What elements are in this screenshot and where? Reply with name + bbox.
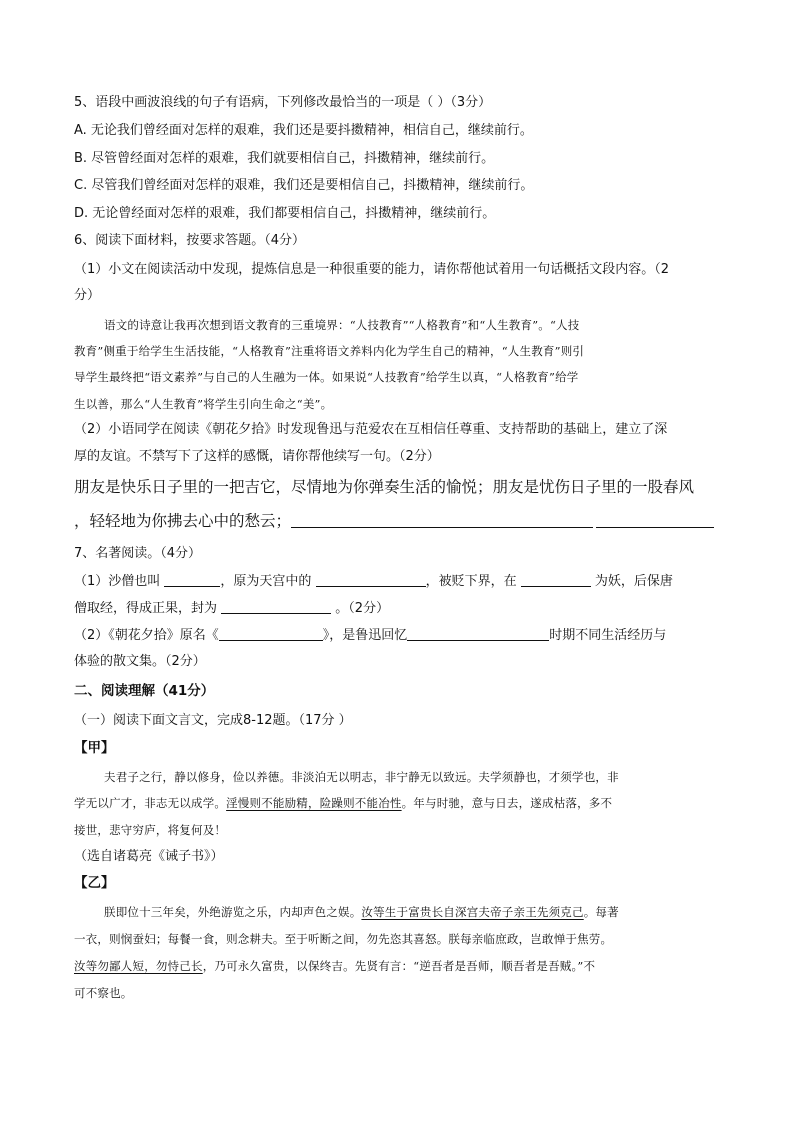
q7-part1-line1	[74, 572, 673, 591]
q6-part1-line1: （1）小文在阅读活动中发现，提炼信息是一种很重要的能力，请你帮他试着用一句话概括文段内容。（2	[74, 262, 670, 277]
q6-passage-line1: 语文的诗意让我再次想到语文教育的三重境界：“人技教育”“人格教育”和“人生教育”。“人技	[104, 318, 580, 332]
q6-sample-sentence-2	[74, 510, 714, 532]
q6-part1-line2: 分）	[74, 288, 101, 303]
q7-part2-line1	[74, 626, 666, 645]
q7-text: （2）《朝花夕拾》原名《	[74, 628, 219, 643]
q7-text: 为妖，后保唐	[594, 574, 673, 589]
q6-stem: 6、阅读下面材料，按要求答题。（4分）	[74, 233, 306, 248]
jia-underlined-sentence: 淫慢则不能励精，险躁则不能冶性	[226, 796, 402, 810]
yi-text: 朕即位十三年矣，外绝游览之乐，内却声色之娱。	[104, 905, 362, 919]
yi-line2: 一衣，则悯蚕妇；每餐一食，则念耕夫。至于听断之间，勿先恣其喜怒。朕每亲临庶政，岂敢惮于焦劳。	[74, 932, 613, 946]
q7-text: ，被贬下界，在	[425, 574, 517, 589]
q6-passage-line4: 生以善，那么“人生教育”将学生引向生命之“美”。	[74, 397, 333, 411]
q6-passage-line3: 导学生最终把“语文素养”与自己的人生融为一体。如果说“人技教育”给学生以真，“人格教育”给学	[74, 370, 579, 384]
q5-option-a: A. 无论我们曾经面对怎样的艰难，我们还是要抖擞精神，相信自己，继续前行。	[74, 123, 533, 138]
yi-text: 。每著	[583, 905, 619, 919]
jia-text: 。年与时驰，意与日去，遂成枯落，多不	[401, 796, 613, 810]
q7-part1-line2	[74, 599, 389, 618]
jia-line2	[74, 794, 612, 812]
q7-text: 时期不同生活经历与	[549, 628, 667, 643]
q7-text: 。（2分）	[335, 601, 390, 616]
q6-passage-line2: 教育”侧重于给学生生活技能，“人格教育”注重将语文养料内化为学生自己的精神，“人生教育”则引	[74, 344, 585, 358]
q7-stem: 7、名著阅读。（4分）	[74, 546, 202, 561]
q7-part2-line2: 体验的散文集。（2分）	[74, 654, 206, 669]
passage-jia-label: 【甲】	[74, 740, 115, 756]
q5-option-c: C. 尽管我们曾经面对怎样的艰难，我们还是要相信自己，抖擞精神，继续前行。	[74, 178, 534, 193]
yi-underlined-phrase: 汝等勿鄙人短，勿恃己长	[74, 959, 203, 973]
q7-blank-alias[interactable]	[164, 572, 220, 587]
q6-part2-line1: （2）小语同学在阅读《朝花夕拾》时发现鲁迅与范爱农在互相信任尊重、支持帮助的基础上，建立了深	[74, 422, 668, 437]
q7-text: 》，是鲁迅回忆	[322, 628, 408, 643]
q6-answer-blank-2[interactable]	[596, 513, 714, 528]
q5-option-d: D. 无论曾经面对怎样的艰难，我们都要相信自己，抖擞精神，继续前行。	[74, 206, 496, 221]
q6-sample-sentence-1: 朋友是快乐日子里的一把吉它，尽情地为你弹奏生活的愉悦；朋友是忧伤日子里的一股春风	[74, 478, 695, 496]
q7-blank-title[interactable]	[221, 599, 331, 614]
yi-line4: 可不察也。	[74, 986, 133, 1000]
yi-underlined-sentence: 汝等生于富贵长自深宫夫帝子亲王先须克己	[361, 905, 584, 919]
q7-text: 僧取经，得成正果，封为	[74, 601, 218, 616]
q7-text: （1）沙僧也叫	[74, 574, 161, 589]
q7-blank-place[interactable]	[521, 572, 591, 587]
jia-line3: 接世，悲守穷庐，将复何及！	[74, 823, 227, 837]
yi-text: ，乃可永久富贵，以保终吉。先贤有言：“逆吾者是吾师，顺吾者是吾贼。”不	[202, 959, 596, 973]
q7-text: ，原为天宫中的	[220, 574, 312, 589]
jia-text: 学无以广才，非志无以成学。	[74, 796, 227, 810]
q6-part2-line2: 厚的友谊。不禁写下了这样的感慨，请你帮他续写一句。（2分）	[74, 449, 440, 464]
yi-line3	[74, 957, 595, 975]
yi-line1	[104, 903, 619, 921]
q6-answer-blank-1[interactable]	[291, 513, 593, 528]
passage-yi-label: 【乙】	[74, 875, 115, 891]
q5-option-b: B. 尽管曾经面对怎样的艰难，我们就要相信自己，抖擞精神，继续前行。	[74, 151, 495, 166]
section-heading: 二、阅读理解（41分）	[74, 683, 215, 699]
q6-sample-text-2: ，轻轻地为你拂去心中的愁云；	[74, 512, 292, 530]
q5-stem: 5、语段中画波浪线的句子有语病，下列修改最恰当的一项是（ ）（3分）	[74, 95, 492, 110]
jia-source: （选自诸葛亮《诫子书》）	[74, 849, 224, 864]
jia-line1: 夫君子之行，静以修身，俭以养德。非淡泊无以明志，非宁静无以致远。夫学须静也，才须学也，非	[104, 770, 619, 784]
q7-blank-heaven-post[interactable]	[316, 572, 426, 587]
q7-blank-original-name[interactable]	[219, 626, 323, 641]
q7-blank-period[interactable]	[407, 626, 549, 641]
section-subheading: （一）阅读下面文言文，完成8-12题。（17分 ）	[74, 713, 352, 728]
